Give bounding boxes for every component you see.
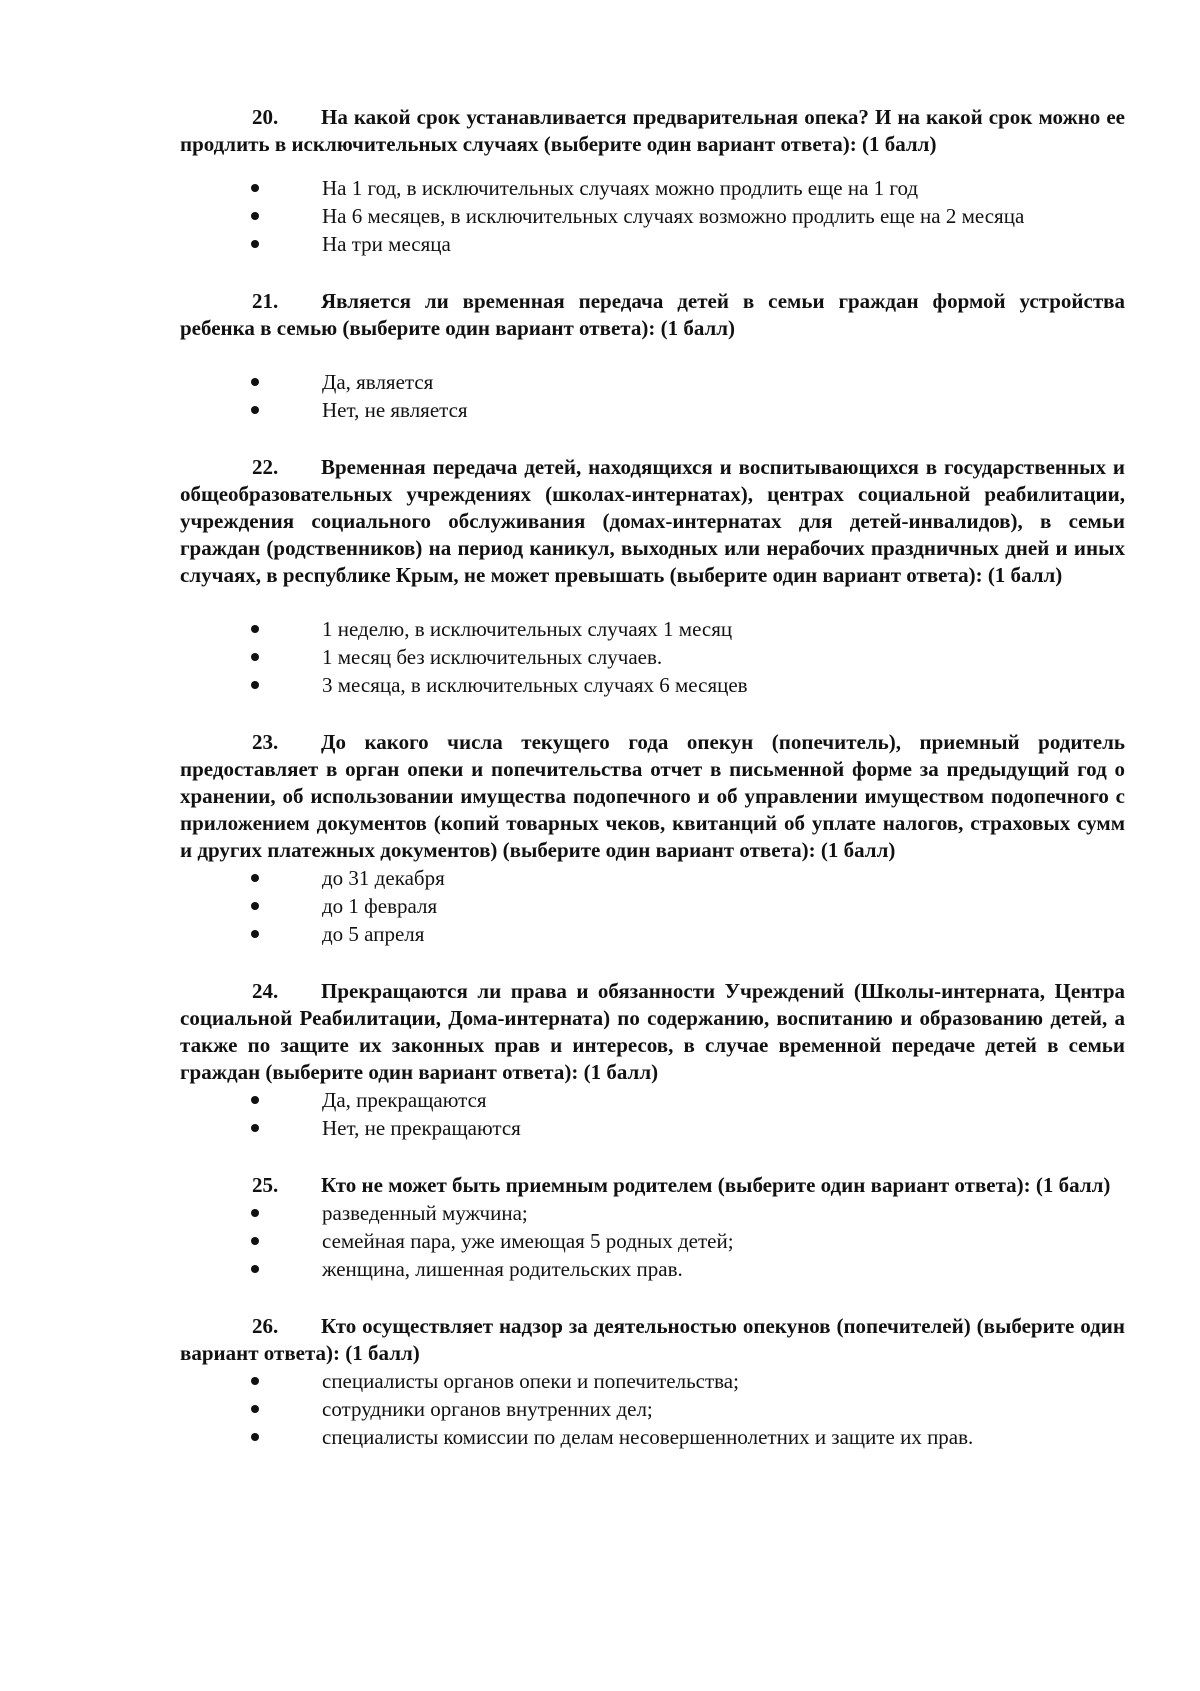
question-text: Прекращаются ли права и обязанности Учреждений (Школы-интерната, Центра социальной Реабилитации, Дома-интерната) по содержанию, воспитанию и образованию детей, а также по защите их законных прав и интересов, в случае временной передаче детей в семьи граждан (выберите один вариант ответа): (1 балл): [180, 979, 1125, 1084]
question-text: На какой срок устанавливается предварительная опека? И на какой срок можно ее продлить в исключительных случаях (выберите один вариант ответа): (1 балл): [180, 105, 1125, 156]
question-text: Является ли временная передача детей в семьи граждан формой устройства ребенка в семью (выберите один вариант ответа): (1 балл): [180, 289, 1125, 340]
bullet-icon: [180, 1395, 322, 1423]
answer-option: Нет, не прекращаются: [180, 1114, 1125, 1142]
answer-options: [180, 864, 1125, 948]
answer-options: [180, 1086, 1125, 1142]
answer-option: до 31 декабря: [180, 864, 1125, 892]
bullet-icon: [180, 202, 322, 230]
bullet-icon: [180, 1227, 322, 1255]
answer-option: сотрудники органов внутренних дел;: [180, 1395, 1125, 1423]
bullet-icon: [180, 230, 322, 258]
answer-option: специалисты комиссии по делам несовершеннолетних и защите их прав.: [180, 1423, 1125, 1451]
answer-option: 1 месяц без исключительных случаев.: [180, 643, 1125, 671]
question-heading: [180, 288, 1125, 342]
bullet-icon: [180, 864, 322, 892]
question-number: 21.: [252, 289, 279, 313]
question-25: [180, 1172, 1125, 1283]
answer-option: до 5 апреля: [180, 920, 1125, 948]
bullet-icon: [180, 1086, 322, 1114]
bullet-icon: [180, 1367, 322, 1395]
bullet-icon: [180, 1423, 322, 1451]
question-number: 24.: [252, 979, 279, 1003]
bullet-icon: [180, 920, 322, 948]
bullet-icon: [180, 643, 322, 671]
question-heading: [180, 1313, 1125, 1367]
answer-option: Да, прекращаются: [180, 1086, 1125, 1114]
bullet-icon: [180, 1114, 322, 1142]
question-21: [180, 288, 1125, 424]
question-26: [180, 1313, 1125, 1451]
question-text: Кто осуществляет надзор за деятельностью опекунов (попечителей) (выберите один вариант ответа): (1 балл): [180, 1314, 1125, 1365]
question-heading: [180, 104, 1125, 158]
bullet-icon: [180, 1199, 322, 1227]
answer-options: [180, 368, 1125, 424]
answer-option: до 1 февраля: [180, 892, 1125, 920]
answer-options: [180, 174, 1125, 258]
question-text: До какого числа текущего года опекун (попечитель), приемный родитель предоставляет в орган опеки и попечительства отчет в письменной форме за предыдущий год о хранении, об использовании имущества подопечного и об управлении имуществом подопечного с приложением документов (копий товарных чеков, квитанций об уплате налогов, страховых сумм и других платежных документов) (выберите один вариант ответа): (1 балл): [180, 730, 1125, 862]
question-heading: [180, 978, 1125, 1086]
question-text: Временная передача детей, находящихся и воспитывающихся в государственных и общеобразовательных учреждениях (школах-интернатах), центрах социальной реабилитации, учреждения социального обслуживания (домах-интернатах для детей-инвалидов), в семьи граждан (родственников) на период каникул, выходных или нерабочих праздничных дней и иных случаях, в республике Крым, не может превышать (выберите один вариант ответа): (1 балл): [180, 455, 1125, 587]
bullet-icon: [180, 174, 322, 202]
bullet-icon: [180, 396, 322, 424]
answer-options: [180, 1199, 1125, 1283]
bullet-icon: [180, 615, 322, 643]
question-number: 22.: [252, 455, 279, 479]
answer-options: [180, 1367, 1125, 1451]
question-number: 20.: [252, 105, 279, 129]
answer-options: [180, 615, 1125, 699]
answer-option: На три месяца: [180, 230, 1125, 258]
question-23: [180, 729, 1125, 948]
document-page: [180, 104, 1125, 1451]
answer-option: специалисты органов опеки и попечительства;: [180, 1367, 1125, 1395]
answer-option: женщина, лишенная родительских прав.: [180, 1255, 1125, 1283]
bullet-icon: [180, 368, 322, 396]
question-heading: [180, 1172, 1125, 1199]
answer-option: 1 неделю, в исключительных случаях 1 месяц: [180, 615, 1125, 643]
question-24: [180, 978, 1125, 1142]
answer-option: разведенный мужчина;: [180, 1199, 1125, 1227]
question-heading: [180, 729, 1125, 864]
question-22: [180, 454, 1125, 699]
answer-option: Да, является: [180, 368, 1125, 396]
answer-option: Нет, не является: [180, 396, 1125, 424]
question-number: 25.: [252, 1173, 279, 1197]
question-number: 23.: [252, 730, 279, 754]
answer-option: На 6 месяцев, в исключительных случаях возможно продлить еще на 2 месяца: [180, 202, 1125, 230]
answer-option: 3 месяца, в исключительных случаях 6 месяцев: [180, 671, 1125, 699]
question-number: 26.: [252, 1314, 279, 1338]
bullet-icon: [180, 1255, 322, 1283]
answer-option: На 1 год, в исключительных случаях можно продлить еще на 1 год: [180, 174, 1125, 202]
question-20: [180, 104, 1125, 258]
question-text: Кто не может быть приемным родителем (выберите один вариант ответа): (1 балл): [321, 1173, 1111, 1197]
bullet-icon: [180, 892, 322, 920]
bullet-icon: [180, 671, 322, 699]
answer-option: семейная пара, уже имеющая 5 родных детей;: [180, 1227, 1125, 1255]
question-heading: [180, 454, 1125, 589]
